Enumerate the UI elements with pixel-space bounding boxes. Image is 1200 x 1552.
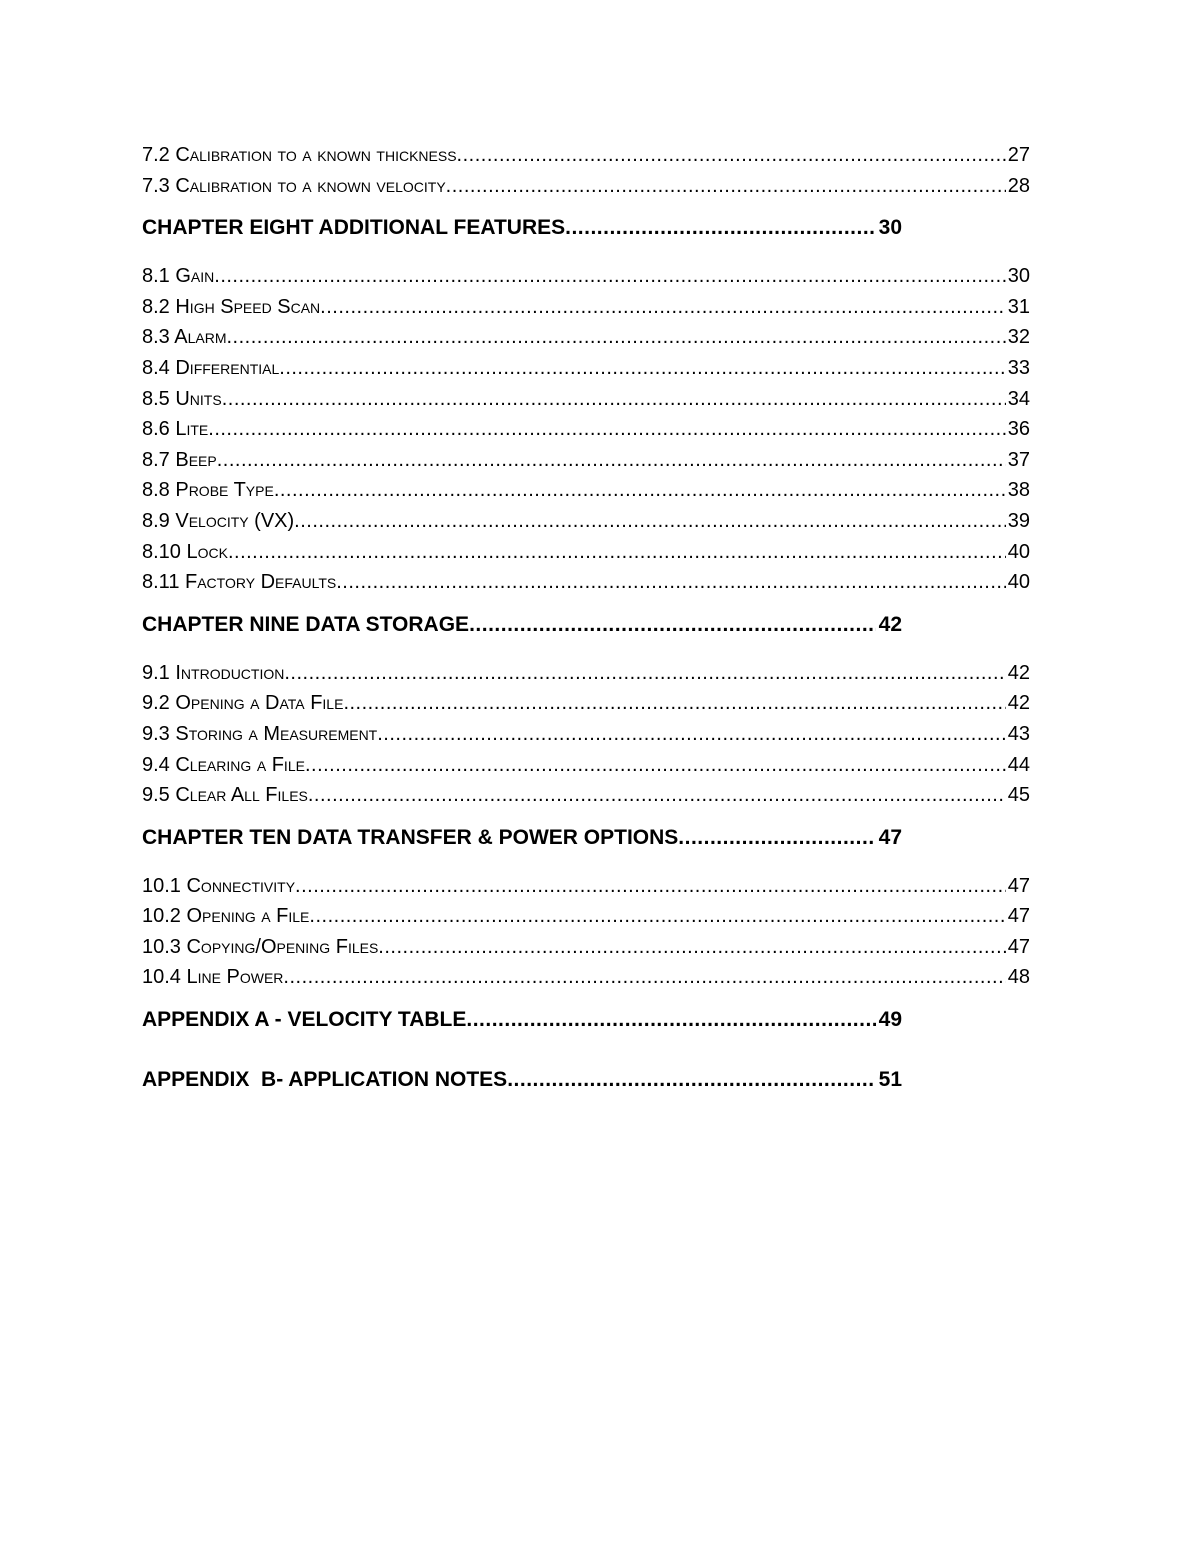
dot-leader	[227, 322, 1006, 353]
toc-entry-title: 7.3 Calibration to a known velocity	[142, 171, 446, 202]
toc-entry-title: 9.5 Clear All Files	[142, 780, 308, 811]
toc-entry-page: 37	[1006, 445, 1030, 476]
toc-entry-page: 28	[1006, 171, 1030, 202]
toc-entry-8-8[interactable]	[142, 475, 1030, 506]
toc-entry-title: 10.1 Connectivity	[142, 871, 295, 902]
dot-leader	[284, 658, 1005, 689]
toc-entry-10-3[interactable]	[142, 932, 1030, 963]
toc-entry-title: 8.5 Units	[142, 384, 222, 415]
toc-entry-title: 10.3 Copying/Opening Files	[142, 932, 378, 963]
toc-entry-page: 40	[1006, 567, 1030, 598]
toc-entry-8-4[interactable]	[142, 353, 1030, 384]
toc-entry-title: 8.9 Velocity (VX)	[142, 506, 294, 537]
toc-entry-title: 9.1 Introduction	[142, 658, 284, 689]
toc-entry-title: 10.4 Line Power	[142, 962, 283, 993]
table-of-contents	[142, 140, 1030, 1095]
toc-entry-page: 38	[1006, 475, 1030, 506]
dot-leader	[469, 610, 876, 640]
dot-leader	[378, 932, 1005, 963]
toc-entry-8-6[interactable]	[142, 414, 1030, 445]
dot-leader	[678, 823, 875, 853]
dot-leader	[507, 1065, 875, 1095]
chapter-title: CHAPTER TEN DATA TRANSFER & POWER OPTIONS	[142, 823, 678, 853]
toc-entry-7-2[interactable]	[142, 140, 1030, 171]
chapter-page: 42	[876, 610, 902, 640]
dot-leader	[274, 475, 1006, 506]
toc-entry-8-7[interactable]	[142, 445, 1030, 476]
toc-entry-page: 47	[1006, 901, 1030, 932]
toc-entry-title: 8.2 High Speed Scan	[142, 292, 320, 323]
toc-entry-title: 10.2 Opening a File	[142, 901, 309, 932]
dot-leader	[294, 506, 1006, 537]
dot-leader	[222, 384, 1006, 415]
toc-entry-10-4[interactable]	[142, 962, 1030, 993]
toc-entry-page: 31	[1006, 292, 1030, 323]
toc-entry-title: 9.3 Storing a Measurement	[142, 719, 377, 750]
toc-appendix-b[interactable]	[142, 1065, 902, 1095]
toc-entry-title: 8.7 Beep	[142, 445, 217, 476]
appendix-title: APPENDIX A - VELOCITY TABLE	[142, 1005, 466, 1035]
toc-chapter-ten[interactable]	[142, 823, 902, 853]
toc-entry-title: 8.10 Lock	[142, 537, 228, 568]
toc-entry-title: 8.6 Lite	[142, 414, 208, 445]
toc-entry-8-2[interactable]	[142, 292, 1030, 323]
dot-leader	[214, 261, 1005, 292]
toc-entry-8-5[interactable]	[142, 384, 1030, 415]
chapter-page: 47	[876, 823, 902, 853]
toc-entry-page: 34	[1006, 384, 1030, 415]
toc-entry-title: 8.8 Probe Type	[142, 475, 274, 506]
dot-leader	[217, 445, 1006, 476]
toc-entry-page: 44	[1006, 750, 1030, 781]
toc-entry-page: 33	[1006, 353, 1030, 384]
toc-entry-page: 27	[1006, 140, 1030, 171]
dot-leader	[377, 719, 1006, 750]
toc-entry-page: 30	[1006, 261, 1030, 292]
toc-entry-page: 32	[1006, 322, 1030, 353]
toc-entry-8-3[interactable]	[142, 322, 1030, 353]
toc-entry-page: 42	[1006, 688, 1030, 719]
dot-leader	[279, 353, 1005, 384]
toc-entry-title: 8.11 Factory Defaults	[142, 567, 336, 598]
dot-leader	[228, 537, 1006, 568]
dot-leader	[309, 901, 1005, 932]
toc-entry-9-3[interactable]	[142, 719, 1030, 750]
dot-leader	[457, 140, 1006, 171]
toc-entry-page: 47	[1006, 932, 1030, 963]
appendix-page: 51	[876, 1065, 902, 1095]
toc-entry-page: 39	[1006, 506, 1030, 537]
dot-leader	[343, 688, 1005, 719]
toc-entry-title: 8.1 Gain	[142, 261, 214, 292]
toc-entry-10-2[interactable]	[142, 901, 1030, 932]
toc-entry-page: 45	[1006, 780, 1030, 811]
dot-leader	[308, 780, 1006, 811]
chapter-title: CHAPTER NINE DATA STORAGE	[142, 610, 469, 640]
toc-entry-page: 40	[1006, 537, 1030, 568]
toc-entry-9-2[interactable]	[142, 688, 1030, 719]
toc-entry-9-1[interactable]	[142, 658, 1030, 689]
toc-entry-8-1[interactable]	[142, 261, 1030, 292]
toc-entry-page: 36	[1006, 414, 1030, 445]
toc-entry-page: 48	[1006, 962, 1030, 993]
toc-entry-10-1[interactable]	[142, 871, 1030, 902]
chapter-page: 30	[876, 213, 902, 243]
toc-entry-9-5[interactable]	[142, 780, 1030, 811]
toc-chapter-eight[interactable]	[142, 213, 902, 243]
toc-entry-title: 8.3 Alarm	[142, 322, 227, 353]
toc-entry-title: 7.2 Calibration to a known thickness	[142, 140, 457, 171]
dot-leader	[320, 292, 1006, 323]
toc-entry-page: 47	[1006, 871, 1030, 902]
dot-leader	[208, 414, 1005, 445]
dot-leader	[295, 871, 1006, 902]
toc-entry-8-11[interactable]	[142, 567, 1030, 598]
appendix-title: APPENDIX B- APPLICATION NOTES	[142, 1065, 507, 1095]
toc-entry-page: 42	[1006, 658, 1030, 689]
toc-appendix-a[interactable]	[142, 1005, 902, 1035]
toc-entry-title: 8.4 Differential	[142, 353, 279, 384]
dot-leader	[305, 750, 1006, 781]
toc-entry-title: 9.4 Clearing a File	[142, 750, 305, 781]
toc-entry-9-4[interactable]	[142, 750, 1030, 781]
toc-entry-page: 43	[1006, 719, 1030, 750]
dot-leader	[283, 962, 1005, 993]
toc-chapter-nine[interactable]	[142, 610, 902, 640]
toc-entry-8-10[interactable]	[142, 537, 1030, 568]
dot-leader	[466, 1005, 875, 1035]
chapter-title: CHAPTER EIGHT ADDITIONAL FEATURES	[142, 213, 565, 243]
toc-entry-title: 9.2 Opening a Data File	[142, 688, 343, 719]
dot-leader	[446, 171, 1006, 202]
dot-leader	[336, 567, 1006, 598]
toc-entry-7-3[interactable]	[142, 171, 1030, 202]
dot-leader	[565, 213, 876, 243]
toc-entry-8-9[interactable]	[142, 506, 1030, 537]
appendix-page: 49	[876, 1005, 902, 1035]
